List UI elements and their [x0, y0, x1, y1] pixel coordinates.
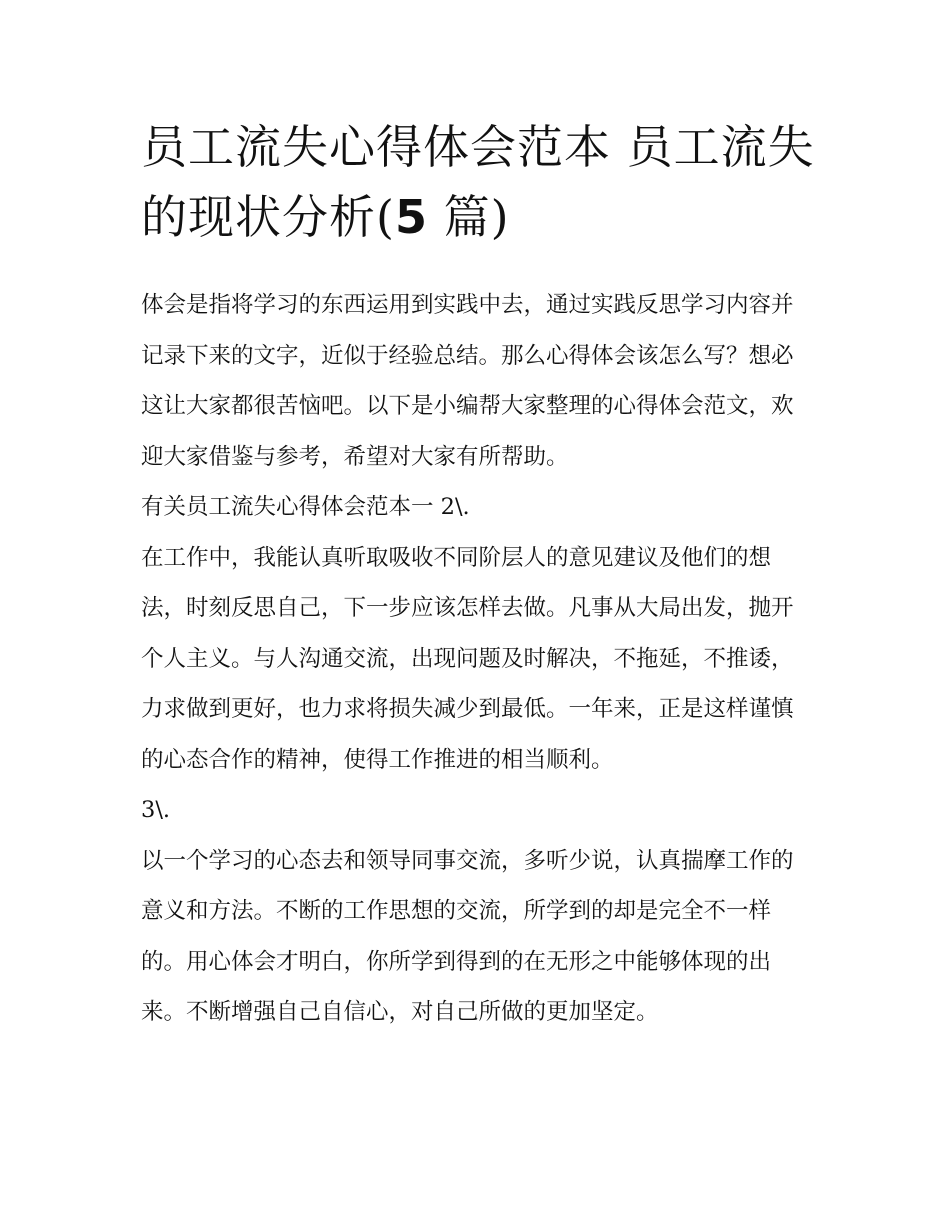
body-paragraph-2: 以一个学习的心态去和领导同事交流，多听少说，认真揣摩工作的意义和方法。不断的工作思想的交流，所学到的却是完全不一样的。用心体会才明白，你所学到得到的在无形之中能够体现的出来。不断增强自己自信心，对自己所做的更加坚定。 [141, 847, 794, 1025]
intro-paragraph: 体会是指将学习的东西运用到实践中去，通过实践反思学习内容并记录下来的文字，近似于经验总结。那么心得体会该怎么写？想必这让大家都很苦恼吧。以下是小编帮大家整理的心得体会范文，欢迎大家借鉴与参考，希望对大家有所帮助。 [141, 292, 794, 470]
document-body [141, 280, 813, 1038]
section-heading-2: 3\. [141, 797, 171, 823]
document-title [141, 112, 821, 252]
title-number: 5 [394, 190, 428, 244]
body-paragraph-1: 在工作中，我能认真听取吸收不同阶层人的意见建议及他们的想法，时刻反思自己，下一步应该怎样去做。凡事从大局出发，抛开个人主义。与人沟通交流，出现问题及时解决，不拖延，不推诿，力求做到更好，也力求将损失减少到最低。一年来，正是这样谨慎的心态合作的精神，使得工作推进的相当顺利。 [141, 544, 794, 773]
title-text-part1: 员工流失心得体会范本 员工流失的现状分析( [141, 120, 815, 244]
section-heading-1: 有关员工流失心得体会范本一 2\. [141, 494, 470, 520]
title-text-part2: 篇) [427, 190, 510, 244]
